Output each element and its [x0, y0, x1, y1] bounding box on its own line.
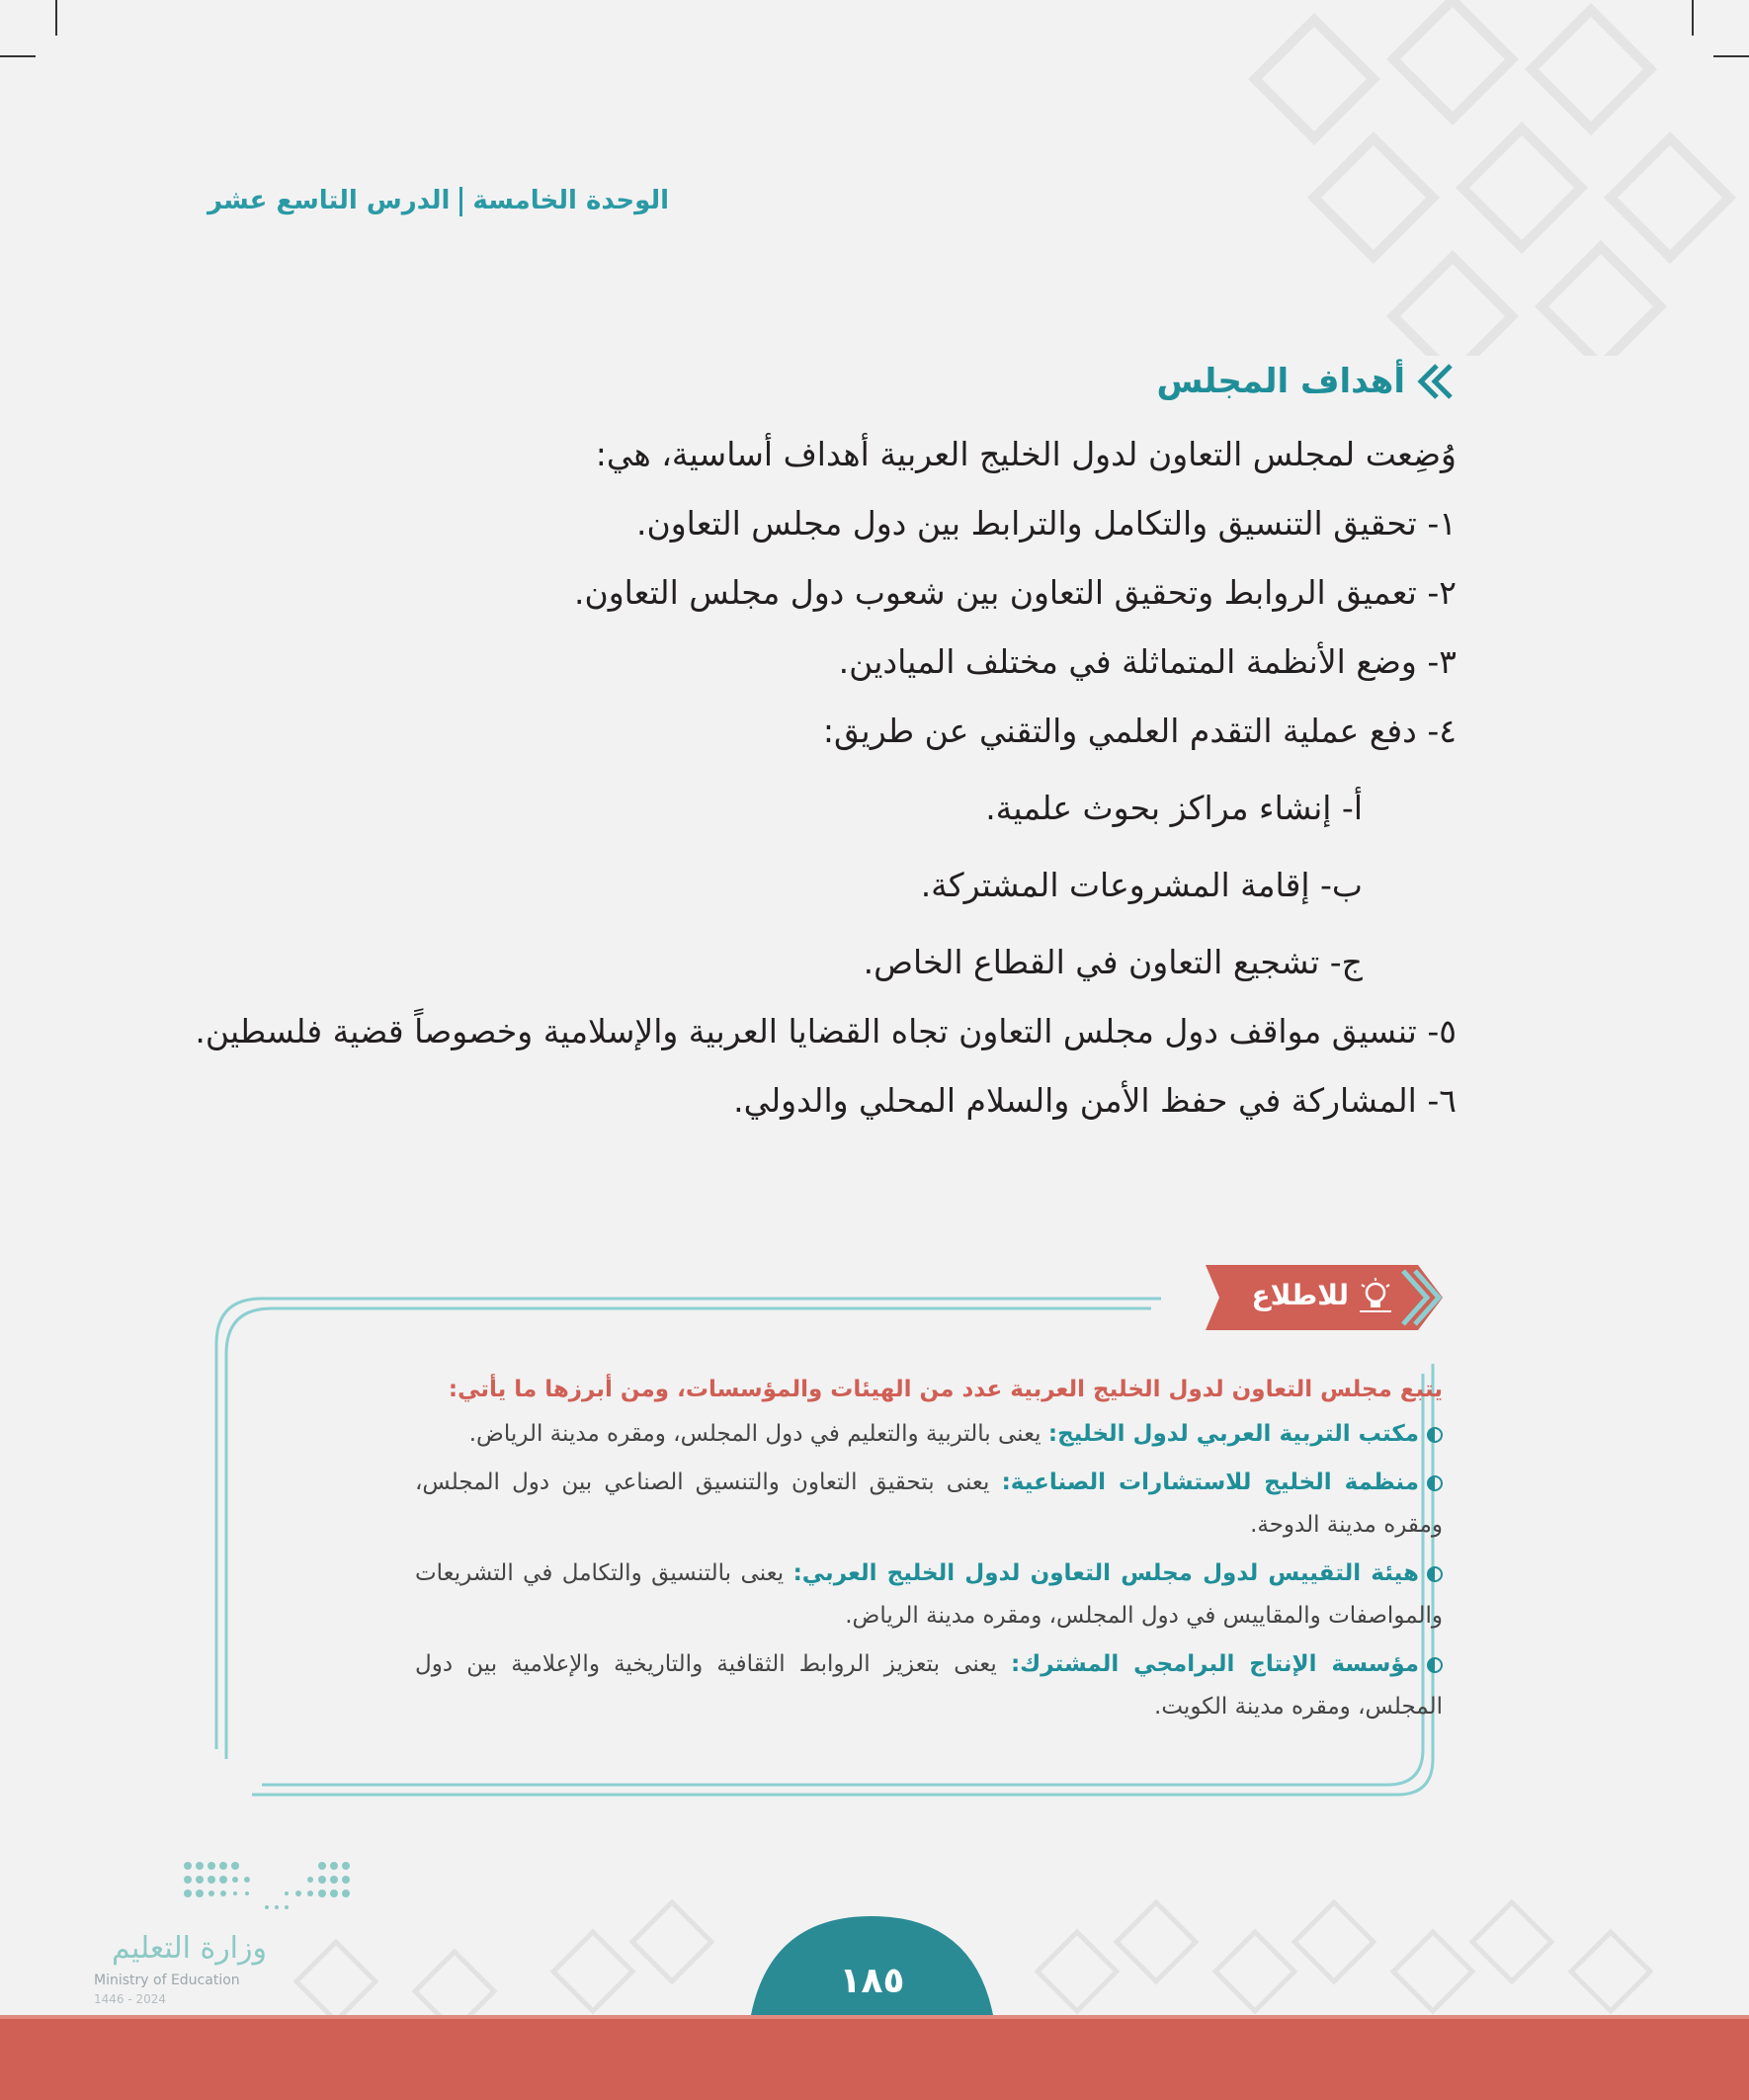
goal-item: ٦- المشاركة في حفظ الأمن والسلام المحلي والدولي. — [733, 1081, 1457, 1120]
bullet-icon — [1427, 1657, 1443, 1673]
item-term: مكتب التربية العربي لدول الخليج: — [1047, 1421, 1419, 1447]
background-pattern — [1196, 0, 1749, 356]
page-number: ١٨٥ — [839, 1961, 905, 2001]
list-item — [415, 1643, 1443, 1728]
item-text: يعنى بالتنسيق والتكامل في التشريعات والمواصفات والمقاييس في دول المجلس، ومقره مدينة الرياض. — [415, 1560, 1443, 1629]
bullet-icon — [1427, 1566, 1443, 1582]
lightbulb-icon — [1356, 1277, 1395, 1316]
item-term: هيئة التقييس لدول مجلس التعاون لدول الخليج العربي: — [792, 1560, 1419, 1586]
info-tab-label: للاطلاع — [1251, 1279, 1349, 1311]
double-chevron-icon — [1413, 360, 1457, 403]
goal-item: ٢- تعميق الروابط وتحقيق التعاون بين شعوب دول مجلس التعاون. — [573, 573, 1457, 612]
crop-mark — [55, 0, 57, 36]
info-box-body — [415, 1369, 1443, 1734]
subgoal-item: ج- تشجيع التعاون في القطاع الخاص. — [863, 943, 1363, 981]
logo-english-text: Ministry of Education — [94, 1973, 240, 1988]
logo-dots-icon — [178, 1856, 445, 1925]
breadcrumb-unit: الوحدة الخامسة — [472, 186, 670, 215]
footer-strip — [0, 2015, 1749, 2019]
goal-item: ٣- وضع الأنظمة المتماثلة في مختلف الميادين. — [838, 642, 1457, 681]
logo-year-text: 2024 - 1446 — [94, 1992, 167, 2006]
goal-item: ١- تحقيق التنسيق والتكامل والترابط بين دول مجلس التعاون. — [635, 504, 1457, 543]
footer-bar — [0, 2015, 1749, 2100]
item-text: يعنى بتحقيق التعاون والتنسيق الصناعي بين دول المجلس، ومقره مدينة الدوحة. — [415, 1470, 1443, 1538]
breadcrumb — [208, 186, 669, 216]
list-item — [415, 1553, 1443, 1638]
subgoal-item: أ- إنشاء مراكز بحوث علمية. — [985, 789, 1363, 827]
item-term: مؤسسة الإنتاج البرامجي المشترك: — [1010, 1651, 1419, 1677]
ministry-logo — [94, 1856, 361, 2004]
section-title: أهداف المجلس — [1156, 362, 1405, 401]
logo-arabic-text: وزارة التعليم — [111, 1931, 267, 1966]
goal-item: ٤- دفع عملية التقدم العلمي والتقني عن طريق: — [822, 712, 1457, 750]
info-box-tab — [1206, 1265, 1443, 1330]
bullet-icon — [1427, 1427, 1443, 1443]
list-item — [415, 1462, 1443, 1547]
goal-item: ٥- تنسيق مواقف دول مجلس التعاون تجاه القضايا العربية والإسلامية وخصوصاً قضية فلسطين. — [195, 1012, 1457, 1050]
bullet-icon — [1427, 1475, 1443, 1491]
breadcrumb-separator — [459, 187, 462, 216]
goals-intro: وُضِعت لمجلس التعاون لدول الخليج العربية أهداف أساسية، هي: — [595, 435, 1457, 473]
subgoal-item: ب- إقامة المشروعات المشتركة. — [920, 866, 1363, 904]
goals-content — [182, 420, 1457, 1135]
item-text: يعنى بتعزيز الروابط الثقافية والتاريخية والإعلامية بين دول المجلس، ومقره مدينة الكويت. — [415, 1651, 1443, 1720]
item-term: منظمة الخليج للاستشارات الصناعية: — [1001, 1470, 1419, 1495]
breadcrumb-lesson: الدرس التاسع عشر — [208, 186, 451, 215]
info-intro: يتبع مجلس التعاون لدول الخليج العربية عدد من الهيئات والمؤسسات، ومن أبرزها ما يأتي: — [448, 1377, 1443, 1402]
crop-mark — [0, 55, 36, 57]
section-heading — [1156, 360, 1457, 403]
item-text: يعنى بالتربية والتعليم في دول المجلس، ومقره مدينة الرياض. — [468, 1421, 1048, 1447]
list-item — [415, 1413, 1443, 1456]
